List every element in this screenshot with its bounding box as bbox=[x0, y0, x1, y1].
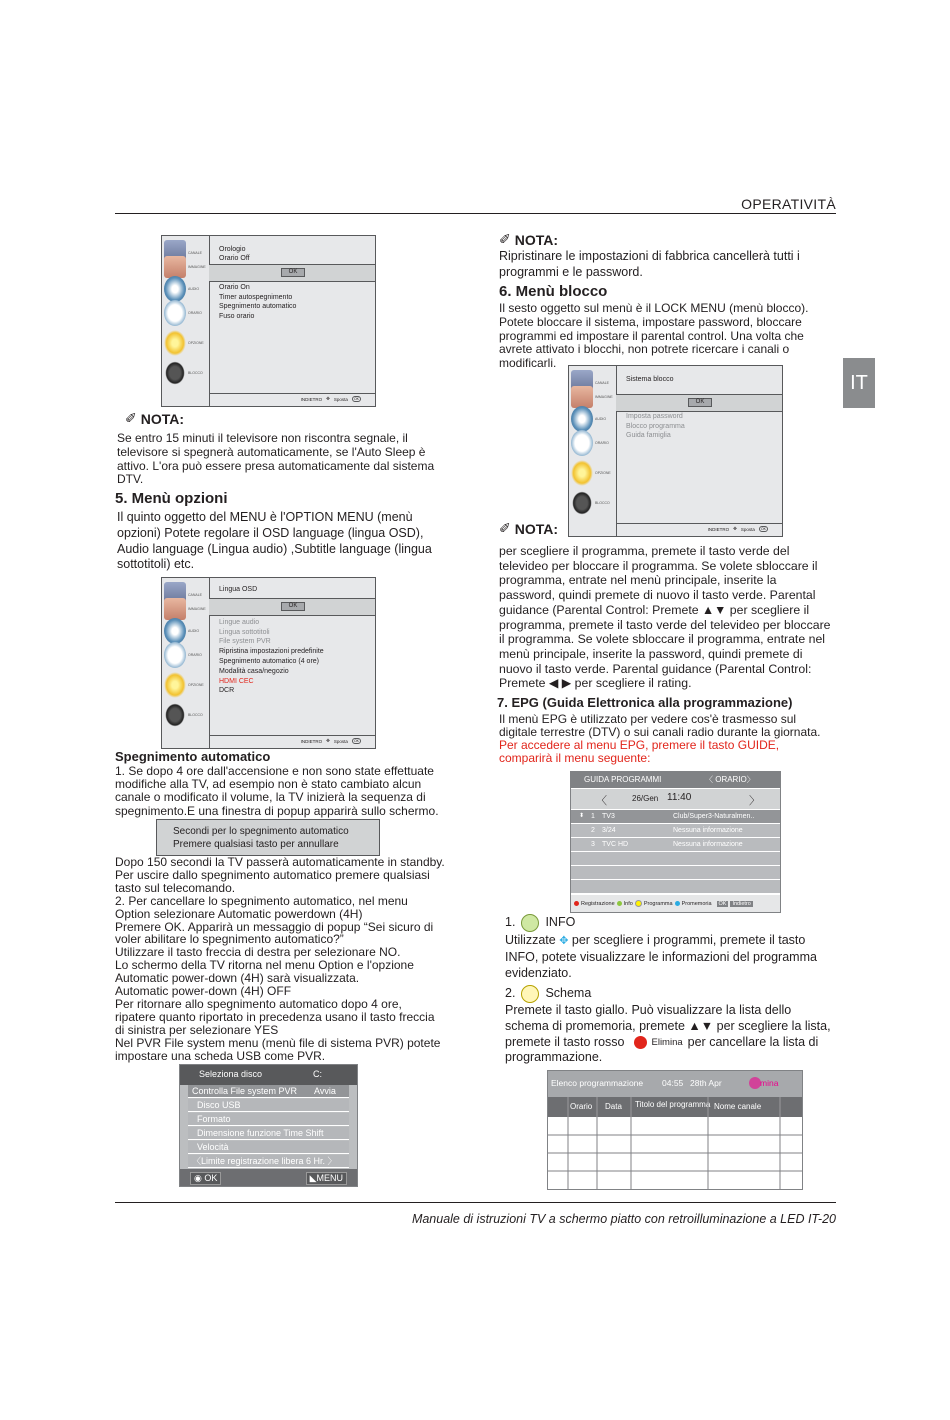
clock-icon bbox=[571, 430, 593, 456]
audio-icon bbox=[571, 406, 593, 432]
sidebar-label: OPZIONE bbox=[595, 471, 611, 475]
sidebar-label: OPZIONE bbox=[188, 683, 204, 687]
epg-channel: TVC HD bbox=[602, 841, 629, 848]
epg-row bbox=[571, 824, 780, 838]
text-part: per cancellare la lista di bbox=[687, 1034, 819, 1049]
schema-heading bbox=[505, 985, 591, 1003]
text-line: programma, premete il tasto verde del televideo per bloccare bbox=[499, 617, 831, 632]
option-icon bbox=[571, 460, 593, 486]
text-line: programma, entrate nel menù principale, inserite la bbox=[499, 573, 777, 588]
navigation-arrows-icon: ✥ bbox=[559, 935, 569, 947]
epg-num: 1 bbox=[591, 813, 595, 820]
hint-back: INDIETRO bbox=[300, 396, 323, 402]
yellow-dot-icon bbox=[635, 900, 642, 907]
epg-num: 3 bbox=[591, 841, 595, 848]
lock-icon bbox=[571, 490, 593, 516]
hint-back: INDIETRO bbox=[707, 526, 730, 532]
sidebar-label: BLOCCO bbox=[188, 371, 203, 375]
text-line bbox=[505, 1035, 840, 1051]
text-line: Premete ◀ ▶ per scegliere il rating. bbox=[499, 676, 692, 691]
sidebar-label: IMMAGINE bbox=[188, 265, 206, 269]
disk-row bbox=[188, 1113, 349, 1126]
move-icon: ✥ bbox=[326, 738, 330, 743]
sidebar-label: ORARIO bbox=[188, 653, 202, 657]
column-header: Titolo del programma bbox=[635, 1100, 711, 1109]
move-icon: ✥ bbox=[733, 526, 737, 531]
epg-title: GUIDA PROGRAMMI bbox=[584, 775, 662, 784]
schedule-title-bar bbox=[548, 1071, 802, 1097]
menu-sidebar bbox=[162, 578, 208, 748]
disk-row-label: Velocità bbox=[197, 1142, 229, 1152]
section-heading: 6. Menù blocco bbox=[499, 283, 608, 300]
lock-icon bbox=[164, 702, 186, 728]
legend-item: Registrazione bbox=[581, 900, 615, 907]
schema-label: Schema bbox=[545, 986, 592, 1001]
hint-back: INDIETRO bbox=[300, 738, 323, 744]
sidebar-label: IMMAGINE bbox=[595, 395, 613, 399]
note-label: NOTA: bbox=[514, 520, 559, 537]
sidebar-label: ORARIO bbox=[188, 311, 202, 315]
footer-rule bbox=[115, 1202, 836, 1203]
chevron-left-icon: 〈 bbox=[596, 795, 607, 807]
limit-label: Limite registrazione libera bbox=[201, 1156, 304, 1166]
schedule-header-dividers bbox=[548, 1097, 802, 1117]
note-heading bbox=[499, 520, 558, 537]
clock-icon bbox=[164, 300, 186, 326]
list-number: 1. bbox=[505, 915, 516, 930]
menu-item: Timer autospegnimento bbox=[219, 294, 293, 301]
menu-item: Lingue audio bbox=[219, 619, 260, 626]
pencil-icon: ✐ bbox=[125, 410, 137, 426]
lock-icon bbox=[164, 360, 186, 386]
disk-row bbox=[188, 1099, 349, 1112]
text-line: nuovo il tasto verde. Parental guidance (Parental Control: bbox=[499, 661, 812, 676]
epg-row bbox=[571, 866, 780, 880]
option-menu-screenshot bbox=[161, 577, 376, 749]
menu-item: Guida famiglia bbox=[626, 432, 671, 439]
info-heading bbox=[505, 914, 575, 932]
text-line: voler abilitare lo spegnimento automatico?” bbox=[115, 932, 344, 947]
menu-item: Lingua OSD bbox=[219, 586, 258, 593]
menu-item: Spegnimento automatico bbox=[219, 303, 297, 310]
ok-hint: ◉ OK bbox=[190, 1172, 221, 1185]
text-line: per scegliere il programma, premete il tasto verde del bbox=[499, 544, 790, 558]
epg-row bbox=[571, 838, 780, 852]
text-line: Premere OK. Apparirà un messaggio di popup “Sei sicuro di bbox=[115, 919, 434, 934]
menu-hint bbox=[301, 396, 361, 402]
time-menu-screenshot bbox=[161, 235, 376, 407]
clock-icon bbox=[164, 642, 186, 668]
menu-hint: ◣MENU bbox=[306, 1172, 347, 1185]
schedule-list-screenshot bbox=[547, 1070, 803, 1190]
pencil-icon: ✐ bbox=[499, 520, 511, 536]
text-line: Lo schermo della TV ritorna nel menu Option e l'opzione bbox=[115, 958, 414, 973]
column-header: Orario bbox=[570, 1102, 593, 1111]
yellow-button-icon bbox=[521, 985, 539, 1003]
text-line: Automatic power-down (4H) OFF bbox=[115, 984, 292, 999]
menu-item: Sistema blocco bbox=[626, 376, 674, 383]
language-tab: IT bbox=[843, 358, 875, 408]
subsection-text: 1. Se dopo 4 ore dall'accensione e non sono state effettuate modifiche alla TV, ad esempio non è stato cambiato alcun canale o modificato il volume, la TV inizierà la sequenza di spegnimento.E una finestra di popup apparirà sullo schermo. bbox=[115, 764, 439, 818]
hint-move: Sposta bbox=[333, 396, 348, 402]
schedule-date: 28th Apr bbox=[690, 1078, 722, 1088]
disk-title: Seleziona disco bbox=[199, 1069, 263, 1079]
legend-item: Indietro bbox=[732, 900, 751, 907]
text-line: Automatic power-down (4H) sarà visualizzata. bbox=[115, 971, 360, 986]
text-line: Dopo 150 secondi la TV passerà automaticamente in standby. bbox=[115, 855, 445, 869]
limit-value: 6 Hr. bbox=[306, 1156, 326, 1166]
disk-footer bbox=[180, 1169, 357, 1186]
epg-row bbox=[571, 880, 780, 894]
note-text: Se entro 15 minuti il televisore non riscontra segnale, il televisore si spegnerà automaticamente, se l'Auto Sleep è attivo. L'ora può essere presa automaticamente dal sistema DTV. bbox=[117, 431, 435, 487]
section-title: OPERATIVITÀ bbox=[741, 196, 836, 212]
menu-sidebar bbox=[569, 366, 615, 536]
ok-bar bbox=[209, 264, 375, 282]
epg-mode: 〈 ORARIO〉 bbox=[705, 775, 755, 784]
epg-channel: TV3 bbox=[602, 813, 615, 820]
section-text-red: Per accedere al menu EPG, premere il tasto GUIDE, comparirà il menu seguente: bbox=[499, 738, 780, 765]
epg-program: Nessuna informazione bbox=[673, 841, 743, 848]
menu-item: File system PVR bbox=[219, 638, 271, 645]
menu-item: Blocco programma bbox=[626, 423, 685, 430]
sidebar-label: IMMAGINE bbox=[188, 607, 206, 611]
section-text: Il quinto oggetto del MENU è l'OPTION MENU (menù opzioni) Potete regolare il OSD language (lingua OSD), Audio language (Lingua audio) ,Subtitle language (lingua sottotitoli) etc. bbox=[117, 510, 432, 572]
hint-move: Sposta bbox=[740, 526, 755, 532]
legend-item: Programma bbox=[643, 900, 673, 907]
hint-move: Sposta bbox=[333, 738, 348, 744]
text-line: Option selezionare Automatic powerdown (4H) bbox=[115, 906, 363, 921]
sidebar-label: OPZIONE bbox=[188, 341, 204, 345]
disk-row-label: Dimensione funzione Time Shift bbox=[197, 1128, 324, 1138]
text-line: televideo per bloccare il programma. Se volete sbloccare il bbox=[499, 558, 818, 573]
note-label: NOTA: bbox=[514, 231, 559, 248]
menu-item-hdmi-cec: HDMI CEC bbox=[219, 678, 254, 685]
option-icon bbox=[164, 330, 186, 356]
menu-item: Orario On bbox=[219, 284, 250, 291]
note-label: NOTA: bbox=[140, 410, 185, 427]
text-part: ▲▼ per scegliere la lista, bbox=[688, 1018, 831, 1033]
legend-item: Info bbox=[623, 900, 633, 907]
text-line: Premete il tasto giallo. Può visualizzare la lista dello bbox=[505, 1003, 792, 1017]
menu-item: DCR bbox=[219, 687, 235, 694]
sidebar-label: CANALE bbox=[188, 593, 203, 597]
hint-ok: OK bbox=[353, 397, 359, 401]
text-line: menù principale, inserite la password, quindi premete di bbox=[499, 646, 803, 661]
menu-item: Orario Off bbox=[219, 255, 250, 262]
note-text: Ripristinare le impostazioni di fabbrica cancellerà tutti i programmi e le password. bbox=[499, 249, 800, 279]
ok-bar bbox=[616, 394, 782, 412]
text-line: 2. Per cancellare lo spegnimento automatico, nel menu bbox=[115, 893, 408, 908]
text-line: Utilizzare il tasto freccia di destra per selezionare NO. bbox=[115, 945, 401, 960]
disk-title-bar bbox=[180, 1065, 357, 1085]
epg-program: Club/Super3-Naturalmen.. bbox=[673, 813, 755, 820]
audio-icon bbox=[164, 618, 186, 644]
disk-row-value: 6 Hr. 〉 bbox=[306, 1156, 337, 1166]
epg-row bbox=[571, 810, 780, 824]
note-heading bbox=[125, 410, 184, 427]
footer-text: Manuale di istruzioni TV a schermo piatto con retroilluminazione a LED IT-20 bbox=[411, 1212, 836, 1226]
info-label: INFO bbox=[545, 915, 576, 930]
epg-row bbox=[571, 852, 780, 866]
disk-row bbox=[188, 1085, 349, 1098]
green-button-icon bbox=[521, 914, 539, 932]
section-text: Il sesto oggetto sul menù è il LOCK MENU (menù blocco). Potete bloccare il sistema, impostare password, bloccare programmi ed impostare il parental control. Una volta che avrete attivato i blocchi, non potrete ricercare i canali o modificarli. bbox=[499, 301, 809, 371]
note-body bbox=[499, 544, 841, 691]
epg-num: 2 bbox=[591, 827, 595, 834]
menu-item: Lingua sottotitoli bbox=[219, 629, 270, 636]
sidebar-label: BLOCCO bbox=[188, 713, 203, 717]
disk-row-value: Avvia bbox=[314, 1086, 336, 1096]
ok-bar bbox=[209, 598, 375, 616]
text-part: premete il tasto rosso bbox=[505, 1034, 625, 1049]
disk-title-value: C: bbox=[313, 1069, 322, 1079]
epg-time: 11:40 bbox=[667, 792, 692, 803]
info-pre: Utilizzate bbox=[505, 933, 556, 947]
sidebar-label: AUDIO bbox=[595, 417, 607, 421]
pencil-icon: ✐ bbox=[499, 231, 511, 247]
header-rule bbox=[115, 213, 836, 214]
epg-program: Nessuna informazione bbox=[673, 827, 743, 834]
text-line: ripatere quanto riportato in precedenza usano il tasto freccia bbox=[115, 1009, 435, 1024]
menu-item: Spegnimento automatico (4 ore) bbox=[219, 658, 319, 665]
option-icon bbox=[164, 672, 186, 698]
text-line: programmazione. bbox=[505, 1050, 603, 1065]
menu-item: Ripristina impostazioni predefinite bbox=[219, 648, 324, 655]
section-text: Il menù EPG è utilizzato per vedere cos'è trasmesso sul digitale terrestre (DTV) o sui canali radio durante la giornata. bbox=[499, 712, 821, 739]
audio-icon bbox=[164, 276, 186, 302]
popup-box bbox=[156, 819, 380, 856]
hint-ok: OK bbox=[760, 527, 766, 531]
disk-row bbox=[188, 1127, 349, 1140]
epg-screenshot bbox=[570, 771, 781, 913]
info-body: per scegliere i programmi, premete il tasto INFO, potete visualizzare le informazioni del programma evidenziato. bbox=[505, 933, 817, 980]
ok-button: OK bbox=[688, 398, 712, 407]
hint-ok: OK bbox=[353, 739, 359, 743]
section-heading: 5. Menù opzioni bbox=[115, 490, 228, 507]
info-text bbox=[505, 933, 835, 981]
ok-label: OK bbox=[204, 1173, 218, 1183]
picture-icon bbox=[571, 386, 593, 408]
text-line: Per ritornare allo spegnimento automatico dopo 4 ore, bbox=[115, 996, 402, 1011]
epg-date-bar bbox=[571, 789, 780, 809]
sidebar-label: CANALE bbox=[595, 381, 610, 385]
text-line: di sinistra per selezionare YES bbox=[115, 1022, 279, 1037]
menu-label: MENU bbox=[316, 1173, 343, 1183]
epg-date: 26/Gen bbox=[632, 794, 659, 803]
red-button-icon bbox=[634, 1036, 647, 1049]
column-header: Nome canale bbox=[714, 1102, 762, 1111]
disk-row-label: 〈Limite registrazione libera bbox=[192, 1156, 304, 1166]
sidebar-label: AUDIO bbox=[188, 629, 200, 633]
move-icon: ✥ bbox=[326, 396, 330, 401]
subsection-heading: Spegnimento automatico bbox=[115, 749, 271, 764]
schedule-title: Elenco programmazione bbox=[551, 1078, 644, 1088]
subsection-body bbox=[115, 856, 450, 1063]
delete-label: Elimina bbox=[651, 1036, 683, 1048]
menu-item: Modalità casa/negozio bbox=[219, 668, 289, 675]
menu-hint bbox=[708, 526, 768, 532]
lock-menu-screenshot bbox=[568, 365, 783, 537]
text-line: Per uscire dallo spegnimento automatico premere qualsiasi bbox=[115, 867, 430, 882]
disk-row-label: Disco USB bbox=[197, 1100, 241, 1110]
sidebar-label: BLOCCO bbox=[595, 501, 610, 505]
schedule-grid bbox=[548, 1117, 802, 1189]
text-line: Nel PVR File system menu (menù file di sistema PVR) potete bbox=[115, 1035, 441, 1050]
menu-sidebar bbox=[162, 236, 208, 406]
text-line: impostare una scheda USB come PVR. bbox=[115, 1048, 326, 1063]
text-part: schema di promemoria, premete bbox=[505, 1018, 685, 1033]
delete-label: mina bbox=[760, 1078, 779, 1088]
disk-row bbox=[188, 1155, 349, 1168]
ok-button: OK bbox=[281, 602, 305, 611]
epg-legend bbox=[571, 895, 780, 912]
sidebar-label: AUDIO bbox=[188, 287, 200, 291]
list-number: 2. bbox=[505, 986, 516, 1001]
green-dot-icon bbox=[617, 901, 622, 906]
chevron-right-icon: 〉 bbox=[749, 795, 760, 807]
text-line: guidance (Parental Control: Premete ▲▼ per scegliere il bbox=[499, 602, 810, 617]
picture-icon bbox=[164, 256, 186, 278]
sidebar-label: ORARIO bbox=[595, 441, 609, 445]
popup-line: Secondi per lo spegnimento automatico bbox=[173, 826, 349, 837]
disk-select-screenshot bbox=[179, 1064, 358, 1187]
legend-item: Promemoria bbox=[681, 900, 712, 907]
ok-button: OK bbox=[281, 268, 305, 277]
column-header: Data bbox=[605, 1102, 622, 1111]
epg-channel: 3/24 bbox=[602, 827, 616, 834]
text-line: password, quindi premete di nuovo il tasto verde. Parental bbox=[499, 588, 816, 603]
menu-item: Orologio bbox=[219, 246, 246, 253]
note-heading bbox=[499, 231, 558, 248]
picture-icon bbox=[164, 598, 186, 620]
epg-title-bar bbox=[571, 772, 780, 788]
text-line bbox=[505, 1019, 840, 1035]
disk-row-label: Controlla File system PVR bbox=[192, 1086, 298, 1096]
text-line: tasto sul telecomando. bbox=[115, 880, 236, 895]
schedule-time: 04:55 bbox=[662, 1078, 684, 1088]
disk-row bbox=[188, 1141, 349, 1154]
disk-row-label: Formato bbox=[197, 1114, 231, 1124]
menu-item: Imposta password bbox=[626, 413, 683, 420]
menu-hint bbox=[301, 738, 361, 744]
legend-item: OK bbox=[718, 900, 727, 907]
sidebar-label: CANALE bbox=[188, 251, 203, 255]
blue-dot-icon bbox=[675, 901, 680, 906]
text-line: il programma. Se volete sbloccare il programma, entrate nel bbox=[499, 632, 826, 647]
popup-line: Premere qualsiasi tasto per annullare bbox=[173, 839, 339, 850]
updown-icon: ⬍ bbox=[579, 813, 585, 819]
schema-text bbox=[505, 1003, 840, 1066]
section-heading: 7. EPG (Guida Elettronica alla programmazione) bbox=[497, 695, 793, 710]
menu-item: Fuso orario bbox=[219, 313, 255, 320]
red-dot-icon bbox=[574, 901, 579, 906]
